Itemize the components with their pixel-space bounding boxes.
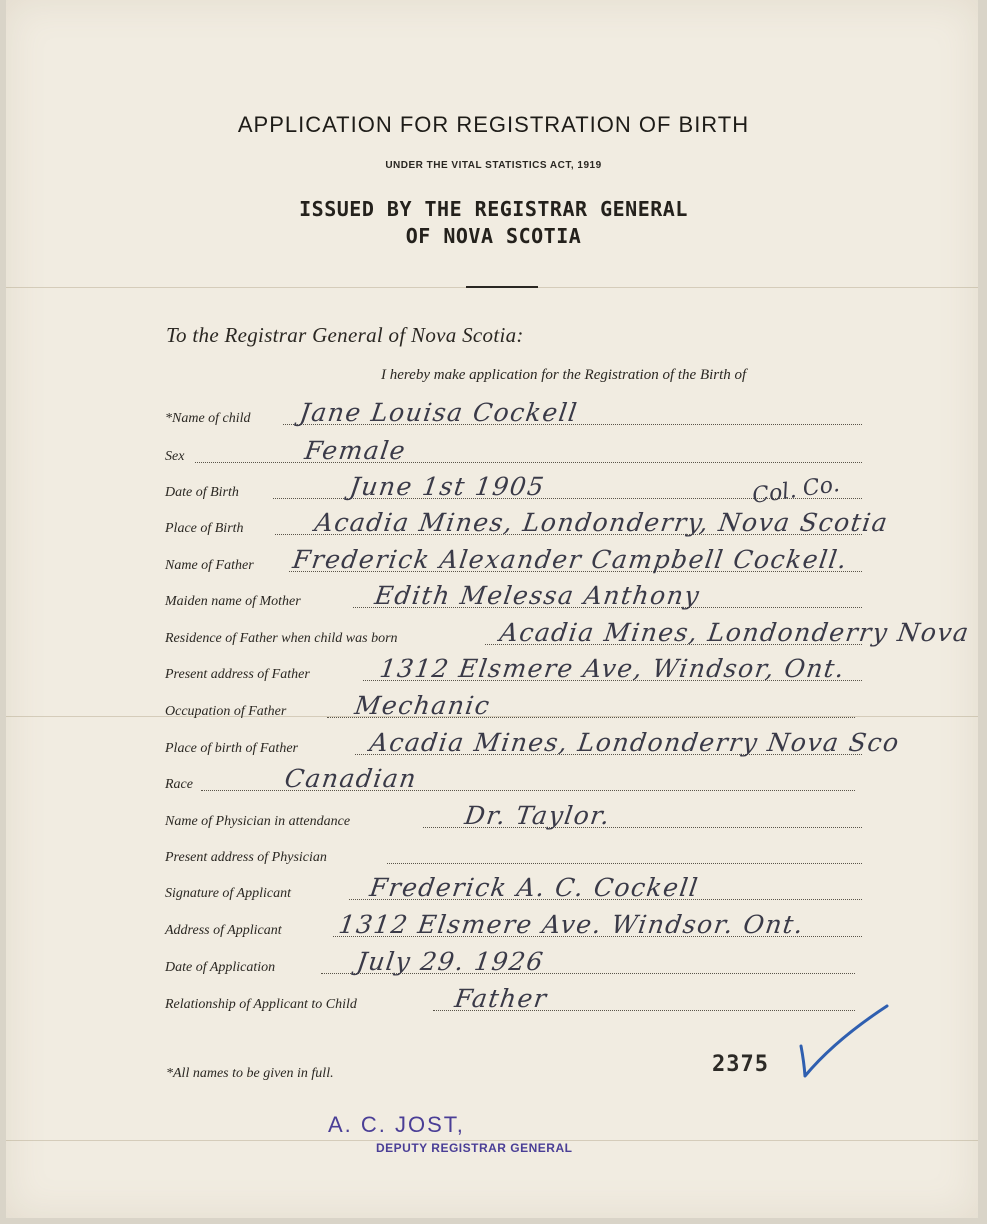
field-value-handwritten: Acadia Mines, Londonderry Nova [497,618,972,647]
issuer-line-1: ISSUED BY THE REGISTRAR GENERAL [299,197,688,221]
field-address-of-applicant [165,911,862,941]
field-label: Name of Physician in attendance [165,814,351,829]
field-label: Present address of Father [165,667,310,682]
field-occupation-of-father [165,692,855,722]
field-label: Relationship of Applicant to Child [165,997,357,1012]
issuer [0,196,987,250]
field-label: Residence of Father when child was born [165,631,398,646]
issuer-line-2: OF NOVA SCOTIA [405,224,582,248]
field-value-handwritten: Acadia Mines, Londonderry Nova Sco [367,728,902,757]
field-relationship-to-child [165,985,855,1015]
field-label: *Name of child [165,411,251,426]
stamp-name: A. C. JOST, [328,1112,465,1137]
field-name-of-child [165,399,862,429]
field-place-of-birth [165,508,891,539]
checkmark-icon [795,1002,895,1084]
form-subtitle: UNDER THE VITAL STATISTICS ACT, 1919 [385,160,602,171]
field-label: Race [165,777,193,792]
field-label: Date of Birth [165,485,239,500]
field-value-handwritten: Canadian [282,764,420,793]
field-maiden-name-of-mother [165,582,862,612]
field-value-handwritten: Mechanic [352,691,493,720]
field-value-handwritten: July 29. 1926 [354,947,547,976]
field-label: Address of Applicant [165,923,282,938]
field-value-handwritten: Father [452,984,550,1013]
field-label: Date of Application [165,960,276,975]
field-label: Maiden name of Mother [165,594,301,609]
field-value-handwritten: Edith Melessa Anthony [372,581,703,610]
field-signature-of-applicant [165,874,862,904]
field-value-handwritten: June 1st 1905 [347,472,547,501]
field-value-handwritten: 1312 Elsmere Ave, Windsor, Ont. [377,654,848,683]
footnote: *All names to be given in full. [166,1066,334,1081]
field-label: Place of Birth [165,521,244,536]
intro-text: I hereby make application for the Registration of the Birth of [381,367,747,383]
field-value-handwritten: Jane Louisa Cockell [297,398,580,427]
form-title: APPLICATION FOR REGISTRATION OF BIRTH [237,112,750,137]
field-label: Occupation of Father [165,704,287,719]
field-label: Signature of Applicant [165,886,291,901]
registration-number: 2375 [712,1052,769,1077]
field-name-of-physician [165,802,862,832]
field-label: Name of Father [165,558,254,573]
field-value-handwritten: Dr. Taylor. [462,801,613,830]
field-present-address-of-physician [165,838,862,868]
title-rule [466,286,538,288]
handwritten-annotation: Col. Co. [750,472,842,509]
field-residence-of-father [165,618,972,649]
field-value-handwritten: Acadia Mines, Londonderry, Nova Scotia [312,508,891,537]
field-value-handwritten: Frederick A. C. Cockell [367,873,701,902]
field-value-handwritten: Frederick Alexander Campbell Cockell. [290,545,850,574]
field-name-of-father [165,546,862,576]
field-present-address-of-father [165,655,862,685]
field-line [387,863,862,864]
field-value-handwritten: Female [302,436,409,465]
field-date-of-application [165,948,855,978]
field-race [165,765,855,795]
field-label: Sex [165,449,185,464]
field-value-handwritten: 1312 Elsmere Ave. Windsor. Ont. [336,910,807,939]
field-label: Place of birth of Father [165,741,298,756]
stamp-title: DEPUTY REGISTRAR GENERAL [376,1141,573,1155]
field-place-of-birth-of-father [165,728,902,759]
field-line [195,462,862,463]
salutation: To the Registrar General of Nova Scotia: [166,323,524,347]
field-label: Present address of Physician [165,850,327,865]
field-sex [165,437,862,467]
